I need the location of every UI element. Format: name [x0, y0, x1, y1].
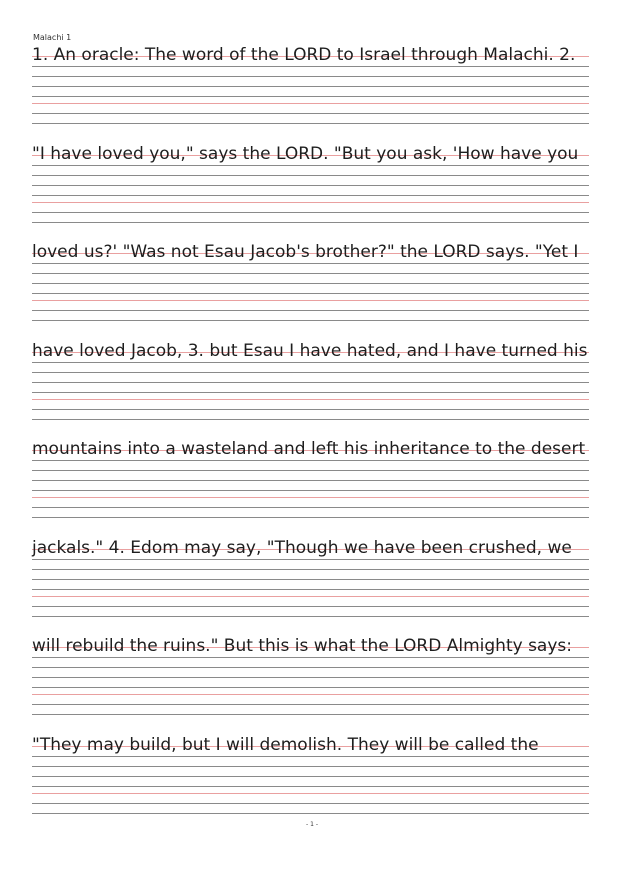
gray-guide-rule	[32, 113, 589, 114]
gray-guide-rule	[32, 569, 589, 570]
gray-guide-rule	[32, 362, 589, 363]
gray-guide-rule	[32, 579, 589, 580]
gray-guide-rule	[32, 786, 589, 787]
copy-line-text: 1. An oracle: The word of the LORD to Israel through Malachi. 2.	[32, 45, 576, 65]
gray-guide-rule	[32, 320, 589, 321]
gray-guide-rule	[32, 123, 589, 124]
gray-guide-rule	[32, 616, 589, 617]
gray-guide-rule	[32, 382, 589, 383]
copy-line-text: loved us?' "Was not Esau Jacob's brother?" the LORD says. "Yet I	[32, 242, 579, 262]
gray-guide-rule	[32, 677, 589, 678]
gray-guide-rule	[32, 606, 589, 607]
practice-line-block	[32, 144, 589, 224]
gray-guide-rule	[32, 589, 589, 590]
gray-guide-rule	[32, 480, 589, 481]
practice-line-block	[32, 735, 589, 815]
gray-guide-rule	[32, 175, 589, 176]
red-guide-rule	[32, 497, 589, 498]
gray-guide-rule	[32, 756, 589, 757]
gray-guide-rule	[32, 273, 589, 274]
gray-guide-rule	[32, 66, 589, 67]
page-header: Malachi 1	[33, 33, 72, 42]
copy-line-text: "They may build, but I will demolish. They will be called the	[32, 735, 539, 755]
gray-guide-rule	[32, 409, 589, 410]
gray-guide-rule	[32, 86, 589, 87]
gray-guide-rule	[32, 310, 589, 311]
gray-guide-rule	[32, 667, 589, 668]
practice-line-block	[32, 439, 589, 519]
copy-line-text: jackals." 4. Edom may say, "Though we have been crushed, we	[32, 538, 572, 558]
red-guide-rule	[32, 300, 589, 301]
gray-guide-rule	[32, 559, 589, 560]
gray-guide-rule	[32, 372, 589, 373]
gray-guide-rule	[32, 507, 589, 508]
practice-line-block	[32, 538, 589, 618]
gray-guide-rule	[32, 517, 589, 518]
gray-guide-rule	[32, 803, 589, 804]
gray-guide-rule	[32, 392, 589, 393]
red-guide-rule	[32, 793, 589, 794]
gray-guide-rule	[32, 222, 589, 223]
gray-guide-rule	[32, 813, 589, 814]
copy-line-text: will rebuild the ruins." But this is what the LORD Almighty says:	[32, 636, 572, 656]
red-guide-rule	[32, 694, 589, 695]
gray-guide-rule	[32, 263, 589, 264]
gray-guide-rule	[32, 460, 589, 461]
copy-line-text: "I have loved you," says the LORD. "But you ask, 'How have you	[32, 144, 579, 164]
gray-guide-rule	[32, 657, 589, 658]
red-guide-rule	[32, 596, 589, 597]
gray-guide-rule	[32, 283, 589, 284]
practice-line-block	[32, 341, 589, 421]
red-guide-rule	[32, 399, 589, 400]
practice-line-block	[32, 636, 589, 716]
gray-guide-rule	[32, 165, 589, 166]
gray-guide-rule	[32, 195, 589, 196]
practice-line-block	[32, 45, 589, 125]
red-guide-rule	[32, 103, 589, 104]
page-number: - 1 -	[306, 821, 318, 828]
gray-guide-rule	[32, 714, 589, 715]
gray-guide-rule	[32, 766, 589, 767]
gray-guide-rule	[32, 687, 589, 688]
gray-guide-rule	[32, 490, 589, 491]
gray-guide-rule	[32, 185, 589, 186]
gray-guide-rule	[32, 470, 589, 471]
gray-guide-rule	[32, 96, 589, 97]
gray-guide-rule	[32, 212, 589, 213]
copy-line-text: have loved Jacob, 3. but Esau I have hated, and I have turned his	[32, 341, 588, 361]
gray-guide-rule	[32, 776, 589, 777]
gray-guide-rule	[32, 704, 589, 705]
gray-guide-rule	[32, 76, 589, 77]
red-guide-rule	[32, 202, 589, 203]
copy-line-text: mountains into a wasteland and left his inheritance to the desert	[32, 439, 586, 459]
gray-guide-rule	[32, 419, 589, 420]
gray-guide-rule	[32, 293, 589, 294]
practice-line-block	[32, 242, 589, 322]
